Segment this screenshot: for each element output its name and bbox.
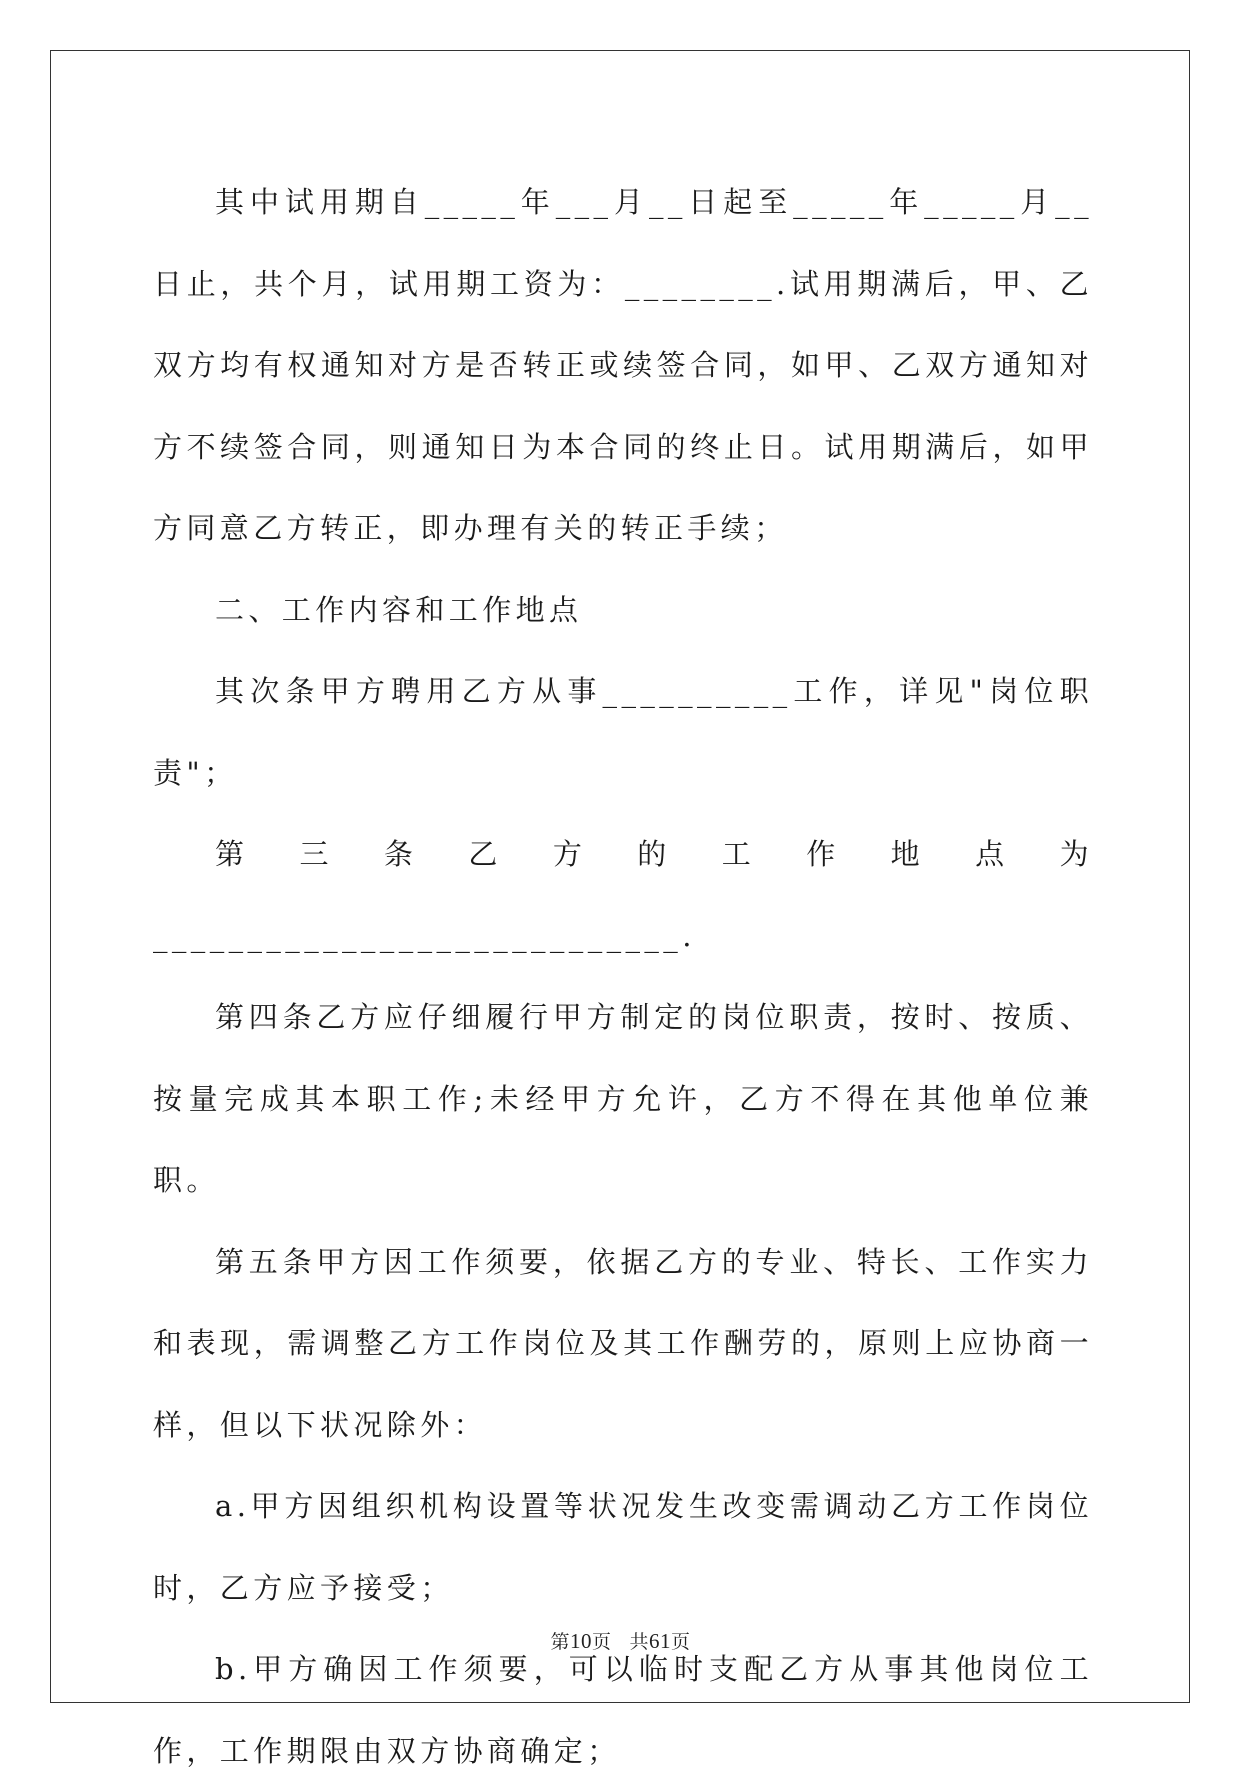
paragraph-probation: 其中试用期自_____年___月__日起至_____年_____月__日止，共个月，试用期工资为：________.试用期满后，甲、乙双方均有权通知对方是否转正或续签合同，如甲、乙双方通知对方不续签合同，则通知日为本合同的终止日。试用期满后，如甲方同意乙方转正，即办理有关的转正手续； — [153, 185, 1093, 545]
paragraph-article-2: 其次条甲方聘用乙方从事__________工作，详见"岗位职责"； — [153, 674, 1093, 790]
total-suffix: 页 — [671, 1631, 691, 1653]
paragraph-article-3: 第三条乙方的工作地点为____________________________. — [153, 837, 1093, 953]
paragraph-article-5: 第五条甲方因工作须要，依据乙方的专业、特长、工作实力和表现，需调整乙方工作岗位及其工作酬劳的，原则上应协商一样，但以下状况除外： — [153, 1244, 1093, 1442]
page-prefix: 第 — [550, 1631, 570, 1653]
paragraph-item-a: a.甲方因组织机构设置等状况发生改变需调动乙方工作岗位时，乙方应予接受； — [153, 1489, 1093, 1605]
section-heading-work-content: 二、工作内容和工作地点 — [215, 592, 583, 627]
page-suffix: 页 — [591, 1631, 612, 1653]
paragraph-article-4: 第四条乙方应仔细履行甲方制定的岗位职责，按时、按质、按量完成其本职工作;未经甲方允许，乙方不得在其他单位兼职。 — [153, 1000, 1093, 1197]
paragraph-item-b: b.甲方确因工作须要，可以临时支配乙方从事其他岗位工作，工作期限由双方协商确定； — [153, 1652, 1093, 1768]
page-number: 10 — [569, 1629, 592, 1653]
document-body — [153, 162, 1093, 1792]
total-pages: 61 — [649, 1629, 672, 1653]
page-footer — [0, 1627, 1241, 1654]
total-prefix: 共 — [629, 1631, 650, 1653]
